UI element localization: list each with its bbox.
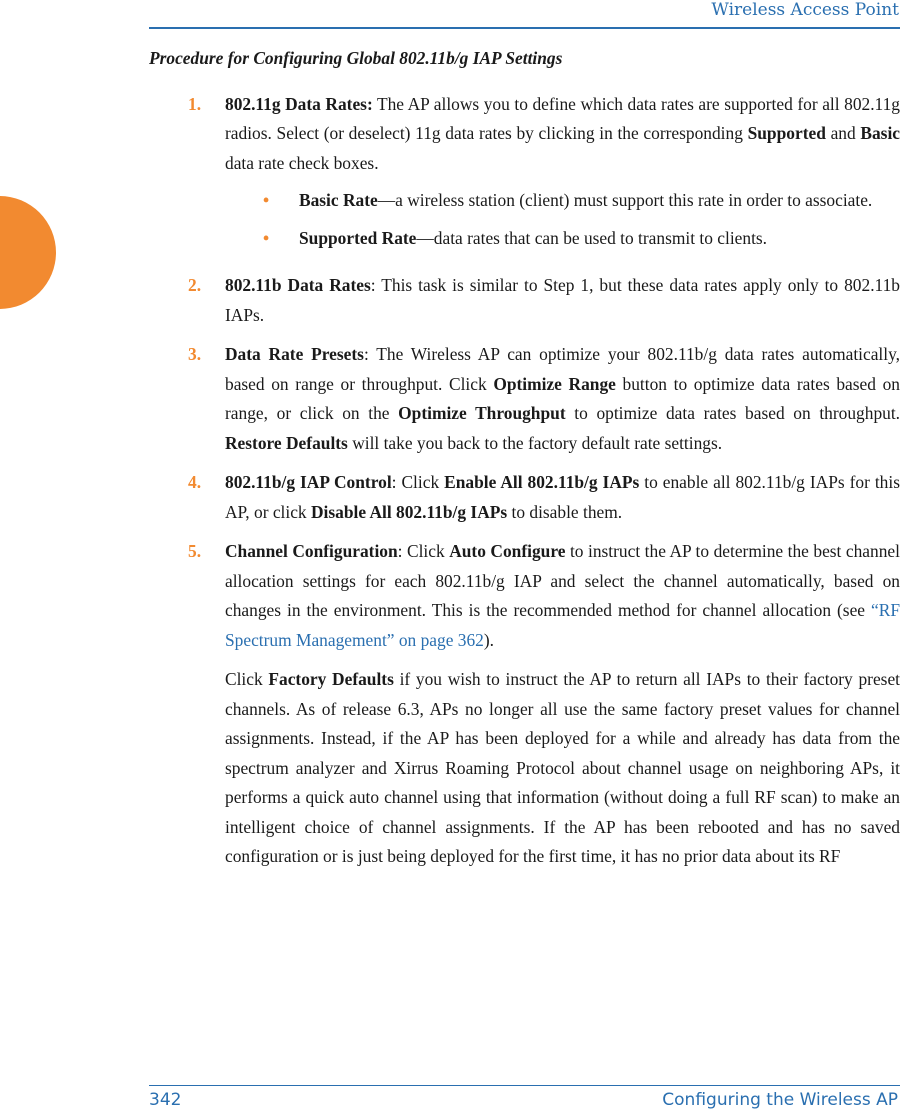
step-4 <box>149 468 900 527</box>
ui-term: Auto Configure <box>449 541 566 561</box>
step-body <box>225 340 900 458</box>
step-text: to optimize data rates based on throughput. <box>565 403 901 423</box>
step-5 <box>149 537 900 655</box>
ui-term: Basic <box>860 123 901 143</box>
step-number: 4. <box>188 472 202 492</box>
chapter-tab-marker <box>0 196 56 309</box>
rf-spectrum-link[interactable]: “RF Spectrum Management” on page 362 <box>225 600 900 650</box>
ui-term: Supported <box>747 123 826 143</box>
step-text: to disable them. <box>507 501 623 522</box>
bullet-dot-icon: • <box>263 190 270 210</box>
bullet-item <box>225 186 900 216</box>
step-text: ). <box>483 629 494 650</box>
step-number: 3. <box>188 344 202 364</box>
step-text: to enable all 802.11b/g IAPs for this AP, or click <box>225 472 900 522</box>
ui-term: Restore Defaults <box>225 432 348 453</box>
step-text: data rate check boxes. <box>225 152 379 173</box>
header-divider <box>149 27 900 29</box>
ui-term: Enable All 802.11b/g IAPs <box>444 472 640 492</box>
step-text: and <box>825 123 861 143</box>
page-number: 342 <box>149 1090 182 1110</box>
step-label: 802.11b/g IAP Control <box>225 472 392 492</box>
bullet-term: Supported Rate <box>299 227 417 248</box>
step-number: 1. <box>188 93 202 114</box>
step-3 <box>149 340 900 458</box>
section-heading: Procedure for Configuring Global 802.11b/g IAP Settings <box>149 48 563 68</box>
step-text: The AP allows you to define which data rates are supported for all 802.11g radios. Select (or deselect) 11g data rates by clicking in the corresponding <box>225 93 901 143</box>
page-content <box>149 44 900 872</box>
ui-term: Optimize Range <box>493 373 616 394</box>
step-1 <box>149 90 900 262</box>
step-text: : The Wireless AP can optimize your 802.11b/g data rates automatically, based on range or throughput. Click <box>225 344 901 394</box>
step-2 <box>149 271 900 330</box>
step-text: : Click <box>391 472 445 492</box>
ui-term: Disable All 802.11b/g IAPs <box>310 501 508 522</box>
step-text: : This task is similar to Step 1, but these data rates apply only to 802.11b IAPs. <box>225 275 900 325</box>
step-text: : Click <box>397 541 450 561</box>
step-body <box>225 90 900 262</box>
step-label: 802.11b Data Rates <box>225 275 371 295</box>
step-label: 802.11g Data Rates: <box>225 93 373 114</box>
bullet-text: —data rates that can be used to transmit to clients. <box>416 227 768 248</box>
running-header: Wireless Access Point <box>711 0 899 20</box>
bullet-term: Basic Rate <box>299 190 378 210</box>
bullet-dot-icon: • <box>263 227 270 248</box>
step-body <box>225 537 900 655</box>
step-number: 5. <box>188 541 202 561</box>
footer-divider <box>149 1085 900 1086</box>
chapter-title: Configuring the Wireless AP <box>662 1090 898 1110</box>
bullet-item <box>225 224 900 254</box>
step-body <box>225 468 900 527</box>
ui-term: Optimize Throughput <box>398 403 566 423</box>
step-number: 2. <box>188 275 202 295</box>
step-text: will take you back to the factory default rate settings. <box>347 432 723 453</box>
factory-defaults-paragraph <box>225 665 900 872</box>
para-text: Click <box>225 669 269 689</box>
bullet-list <box>225 186 900 253</box>
step-text: button to optimize data rates based on range, or click on the <box>225 373 900 423</box>
bullet-text: —a wireless station (client) must support this rate in order to associate. <box>377 190 873 210</box>
ui-term: Factory Defaults <box>268 669 394 689</box>
step-label: Data Rate Presets <box>225 344 364 364</box>
step-text: to instruct the AP to determine the best channel allocation settings for each 802.11b/g IAP and select the channel automatically, based on changes in the environment. This is the recommended method for channel allocation (see <box>225 541 900 620</box>
step-body <box>225 271 900 330</box>
step-label: Channel Configuration <box>225 541 398 561</box>
para-text: if you wish to instruct the AP to return all IAPs to their factory preset channels. As of release 6.3, APs no longer all use the same factory preset values for channel assignments. Instead, if the AP has been deployed for a while and already has data from the spectrum analyzer and Xirrus Roaming Protocol about channel usage on neighboring APs, it performs a quick auto channel using that information (without doing a full RF scan) to make an intelligent choice of channel assignments. If the AP has been rebooted and has no saved configuration or is just being deployed for the first time, it has no prior data about its RF <box>225 669 900 866</box>
